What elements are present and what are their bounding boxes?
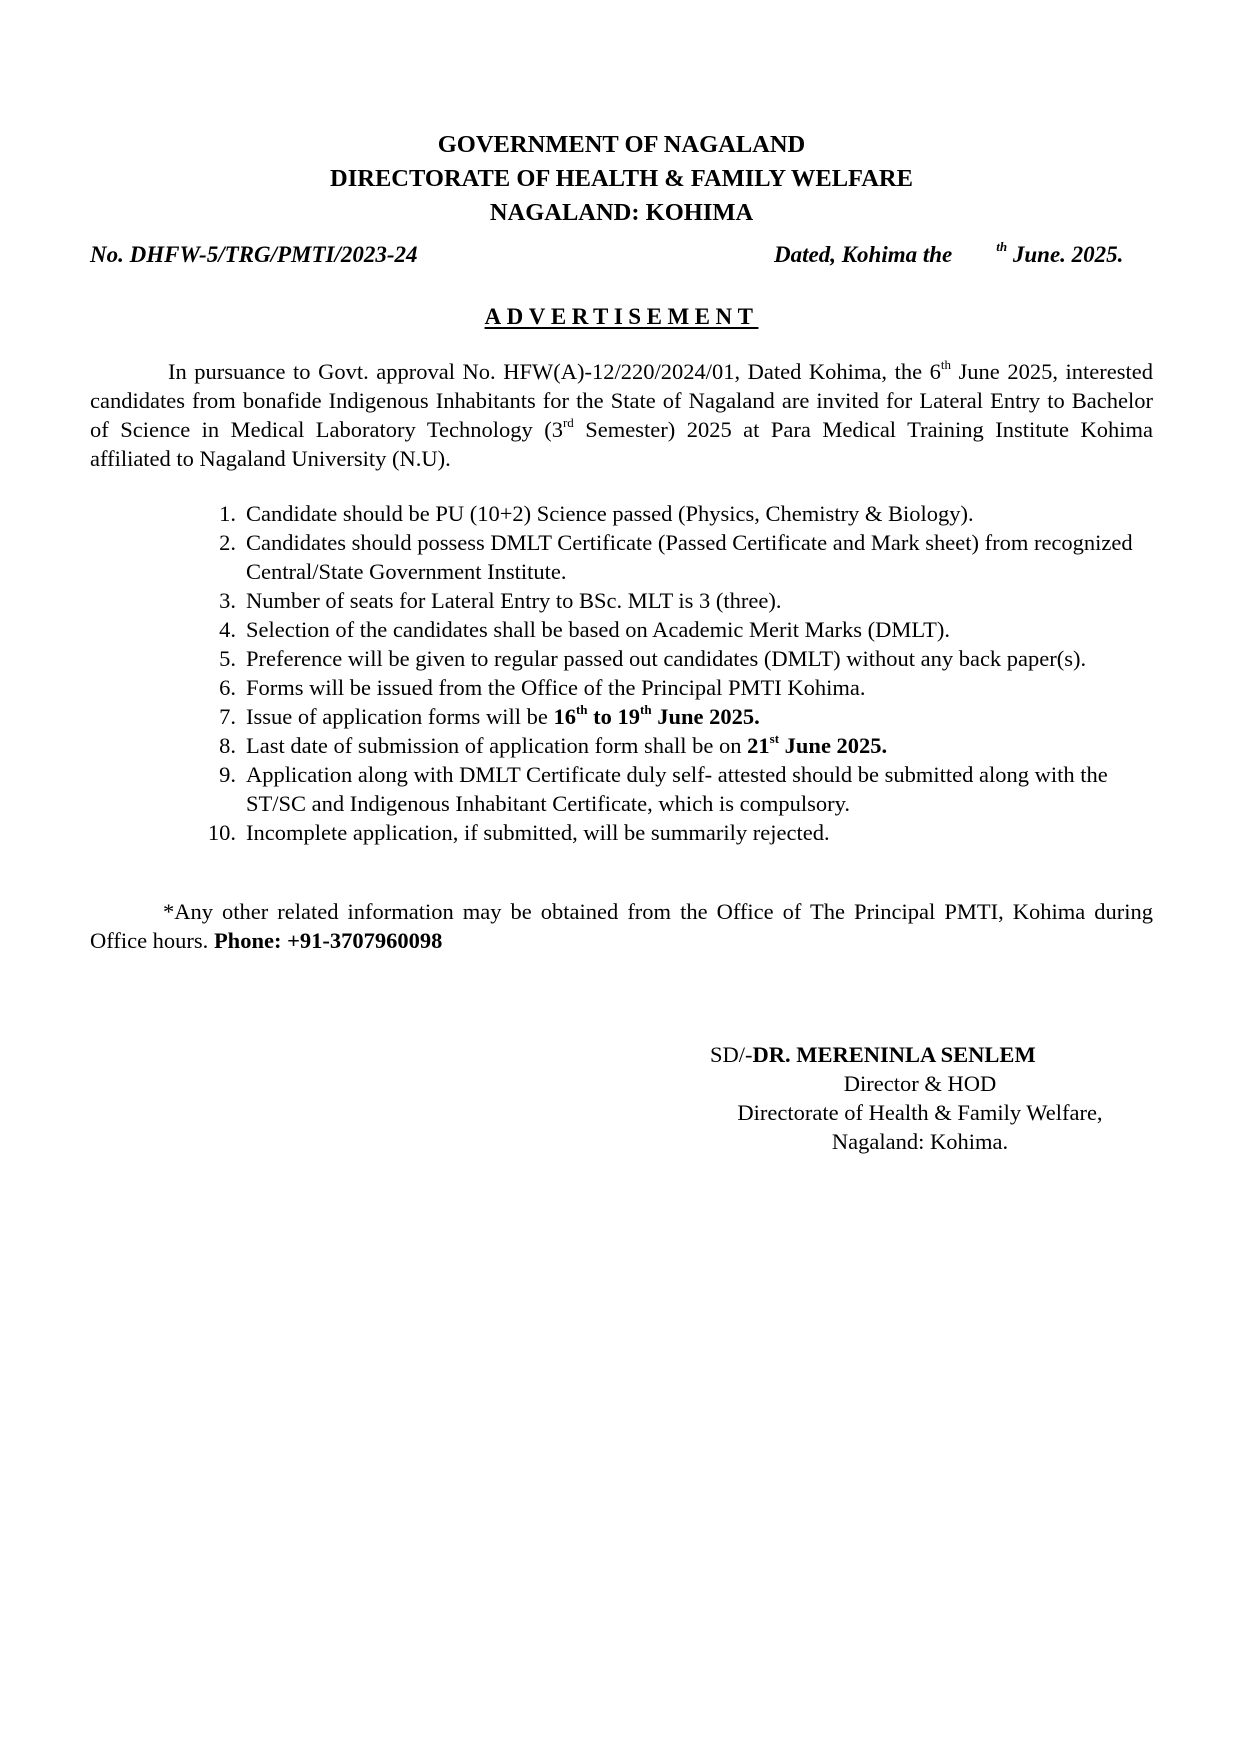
dated-prefix: Dated, Kohima the (774, 242, 953, 267)
signatory: SD/-DR. MERENINLA SENLEM (710, 1042, 1036, 1067)
advertisement-title: ADVERTISEMENT (484, 304, 759, 329)
signature-block (710, 1040, 1130, 1156)
letterhead (90, 128, 1153, 230)
office: Directorate of Health & Family Welfare, (737, 1100, 1103, 1125)
intro-paragraph: In pursuance to Govt. approval No. HFW(A)-12/220/2024/01, Dated Kohima, the 6th June 2025, interested candidates from bonafide Indigenous Inhabitants for the State of Nagaland are invited for Lateral Entry to Bachelor of Science in Medical Laboratory Technology (3rd Semester) 2025 at Para Medical Training Institute Kohima affiliated to Nagaland University (N.U). (90, 356, 1153, 471)
list-item: 5. Preference will be given to regular passed out candidates (DMLT) without any back paper(s). (219, 646, 1087, 671)
list-item: 1. Candidate should be PU (10+2) Science passed (Physics, Chemistry & Biology). (219, 501, 974, 526)
header-line-1: GOVERNMENT OF NAGALAND (437, 131, 806, 158)
list-item: 8. Last date of submission of application form shall be on 21st June 2025. (219, 730, 888, 758)
list-item: 2. Candidates should possess DMLT Certificate (Passed Certificate and Mark sheet) from recognized Central/State Government Institute. (219, 530, 1133, 584)
dated-sup: th (996, 239, 1008, 255)
place: Nagaland: Kohima. (831, 1129, 1009, 1154)
list-item: 3. Number of seats for Lateral Entry to BSc. MLT is 3 (three). (219, 588, 782, 613)
header-line-2: DIRECTORATE OF HEALTH & FAMILY WELFARE (330, 165, 913, 192)
list-item: 4. Selection of the candidates shall be based on Academic Merit Marks (DMLT). (219, 617, 950, 642)
reference-number: No. DHFW-5/TRG/PMTI/2023-24 (90, 242, 418, 267)
contact-note: *Any other related information may be obtained from the Office of The Principal PMTI, Kohima during Office hours. Phone: +91-3707960098 (90, 899, 1153, 953)
header-line-3: NAGALAND: KOHIMA (489, 199, 754, 226)
list-item: 7. Issue of application forms will be 16th to 19th June 2025. (219, 701, 760, 729)
dated-suffix: June. 2025. (1012, 242, 1124, 267)
list-item: 6. Forms will be issued from the Office of the Principal PMTI Kohima. (219, 675, 866, 700)
conditions-list (200, 499, 1150, 847)
list-item: 10. Incomplete application, if submitted, will be summarily rejected. (207, 820, 830, 845)
dated-line (774, 240, 1123, 269)
designation: Director & HOD (843, 1071, 997, 1096)
document-page (90, 0, 1153, 1755)
list-item: 9. Application along with DMLT Certificate duly self- attested should be submitted along with the ST/SC and Indigenous Inhabitant Certificate, which is compulsory. (219, 762, 1108, 816)
phone-number: Phone: +91-3707960098 (213, 928, 443, 953)
